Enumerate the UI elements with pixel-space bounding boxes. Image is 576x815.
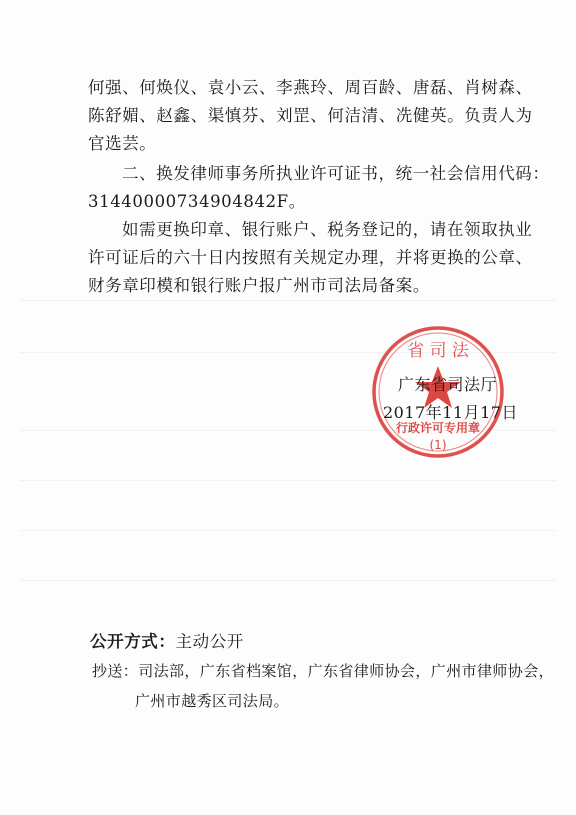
cc-recipients: 司法部，广东省档案馆，广东省律师协会，广州市律师协会， — [138, 662, 555, 680]
bleed-through-line — [20, 300, 556, 301]
credit-code: 31440000734904842F。 — [88, 192, 306, 211]
cc-recipients-cont: 广州市越秀区司法局。 — [135, 692, 290, 710]
body-line: 何强、何焕仪、袁小云、李燕玲、周百龄、唐磊、肖树森、 — [88, 78, 533, 97]
issuer-name: 广东省司法厅 — [398, 375, 498, 394]
issue-date: 2017年11月17日 — [383, 403, 518, 422]
body-line: 财务章印模和银行账户报广州市司法局备案。 — [88, 276, 430, 295]
bleed-through-line — [20, 580, 556, 581]
svg-text:省 司 法: 省 司 法 — [407, 341, 469, 361]
svg-text:行政许可专用章: 行政许可专用章 — [395, 421, 481, 435]
disclosure-label: 公开方式： — [90, 632, 176, 651]
body-line: 如需更换印章、银行账户、税务登记的，请在领取执业 — [122, 220, 533, 239]
bleed-through-line — [20, 480, 556, 481]
body-line: 陈舒媚、赵鑫、渠慎芬、刘罡、何洁清、冼健英。负责人为 — [88, 106, 533, 125]
body-line: 二、换发律师事务所执业许可证书，统一社会信用代码： — [122, 164, 550, 183]
cc-label: 抄送： — [92, 662, 139, 680]
body-line: 许可证后的六十日内按照有关规定办理，并将更换的公章、 — [88, 248, 533, 267]
svg-text:(1): (1) — [429, 438, 447, 452]
disclosure-value: 主动公开 — [175, 632, 244, 651]
cc-row — [92, 660, 554, 681]
body-line: 官选芸。 — [88, 134, 157, 153]
disclosure-row — [90, 628, 244, 652]
bleed-through-line — [20, 530, 556, 531]
